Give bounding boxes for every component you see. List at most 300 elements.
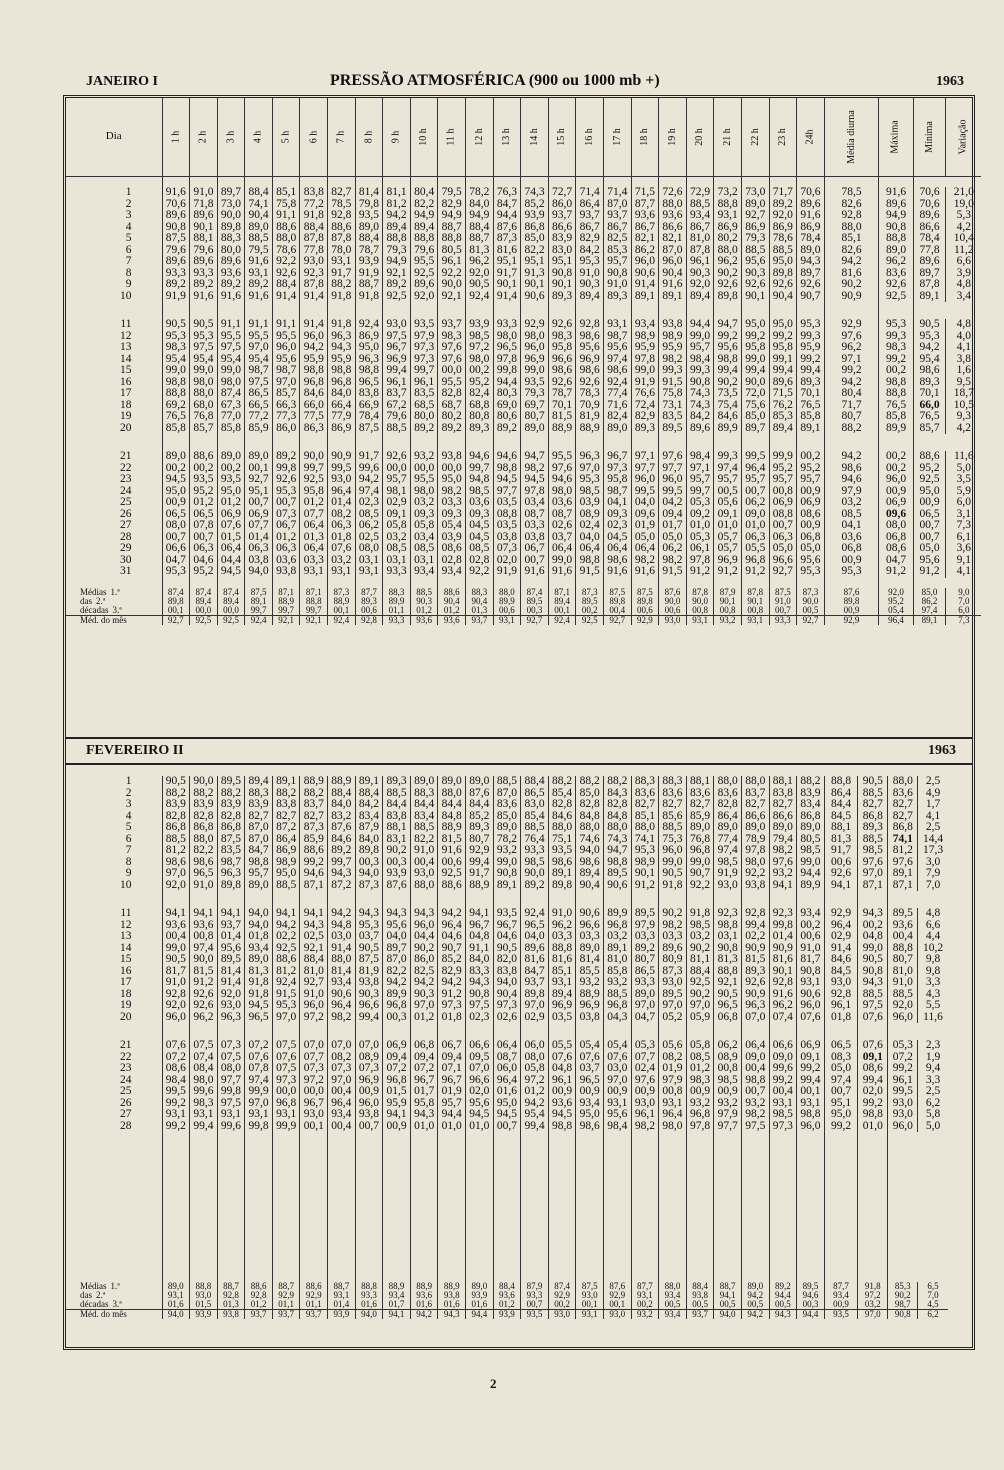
value-cell: 99,7	[300, 463, 328, 475]
value-cell: 73,0	[217, 199, 245, 211]
value-cell: 96,4	[328, 486, 356, 498]
day-cell: 27	[66, 520, 162, 532]
value-cell: 97,4	[714, 845, 742, 857]
column-header	[797, 98, 825, 177]
value-cell: 71,4	[576, 187, 604, 199]
value-cell: 93,0	[217, 1000, 245, 1012]
value-cell: 19,0	[953, 198, 974, 210]
value-cell: 04,6	[190, 555, 218, 567]
value-cell: 97,8	[741, 845, 769, 857]
summary-label: 3.ª	[112, 605, 122, 615]
value-cell: 90,8	[493, 868, 521, 880]
table-row	[66, 1098, 948, 1110]
value-cell: 01,7	[410, 1086, 438, 1098]
summary-cell: 88,6	[438, 588, 466, 597]
value-cell: 07,6	[604, 1052, 632, 1064]
value-cell: 91,2	[631, 880, 659, 892]
value-cell: 14,4	[922, 833, 944, 845]
value-cell: 94,3	[410, 908, 438, 920]
value-cell: 99,2	[797, 354, 825, 366]
value-cell: 88,9	[300, 776, 328, 788]
value-cell: 90,3	[410, 989, 438, 1001]
value-cell: 96,0	[300, 1000, 328, 1012]
value-cell: 05,0	[659, 532, 687, 544]
value-cell: 91,4	[217, 977, 245, 989]
value-cell: 97,8	[493, 354, 521, 366]
summary-cell: 01,2	[245, 1300, 273, 1310]
value-cell: 90,0	[217, 210, 245, 222]
value-cell: 11,2	[953, 244, 974, 256]
summary-cell: 88,6	[300, 1282, 328, 1291]
column-header	[190, 98, 218, 177]
value-cell: 06,2	[714, 1040, 742, 1052]
value-cell: 89,2	[272, 451, 300, 463]
value-cell: 04,3	[604, 1012, 632, 1024]
value-cell: 07,8	[245, 1063, 273, 1075]
value-cell: 07,3	[300, 1063, 328, 1075]
value-cell: 03,2	[410, 497, 438, 509]
value-cell: 89,6	[686, 423, 714, 435]
summary-cell: 94,3	[438, 1310, 466, 1320]
summary-cell: 93,8	[217, 1310, 245, 1320]
value-cell: 89,0	[245, 954, 273, 966]
value-cell: 00,7	[272, 497, 300, 509]
value-cell: 89,4	[410, 222, 438, 234]
value-cell: 99,6	[355, 463, 383, 475]
value-cell: 92,4	[604, 377, 632, 389]
value-cell: 03,7	[355, 931, 383, 943]
value-cell: 93,5	[521, 377, 549, 389]
summary-cell: 92,9	[272, 1291, 300, 1300]
value-cell: 92,6	[190, 1000, 218, 1012]
value-cell: 83,9	[217, 799, 245, 811]
table-row	[66, 1000, 948, 1012]
value-cell: 91,6	[548, 566, 576, 578]
value-cell: 2,5	[925, 776, 941, 787]
value-cell: 04,6	[493, 931, 521, 943]
value-cell: 88,3	[631, 776, 659, 788]
summary-cell: 01,5	[190, 1300, 218, 1310]
value-cell: 06,4	[548, 543, 576, 555]
value-cell: 98,8	[741, 1075, 769, 1087]
value-cell: 11,6	[923, 1011, 943, 1023]
value-cell: 91,6	[631, 566, 659, 578]
value-cell: 98,8	[797, 1109, 825, 1121]
value-cell: 93,6	[190, 920, 218, 932]
column-header	[548, 98, 576, 177]
column-header-label: Média diurna	[845, 110, 857, 165]
value-cell: 80,0	[217, 245, 245, 257]
value-cell: 93,9	[466, 319, 494, 331]
value-cell: 03,3	[521, 520, 549, 532]
value-cell: 00,4	[888, 931, 918, 943]
value-cell: 93,4	[410, 566, 438, 578]
value-cell: 4,8	[956, 279, 972, 290]
value-cell: 93,2	[769, 868, 797, 880]
summary-cell: 00,6	[659, 606, 687, 616]
summary-label: das	[80, 1291, 92, 1300]
value-cell: 94,8	[466, 474, 494, 486]
value-cell: 06,6	[769, 1040, 797, 1052]
value-cell: 07,4	[769, 1012, 797, 1024]
value-cell: 93,1	[769, 1098, 797, 1110]
summary-cell: 93,1	[686, 615, 714, 625]
value-cell: 67,3	[217, 400, 245, 412]
value-cell: 02,3	[604, 520, 632, 532]
value-cell: 79,5	[245, 245, 273, 257]
value-cell: 97,8	[631, 354, 659, 366]
summary-cell: 87,8	[686, 588, 714, 597]
value-cell: 89,1	[604, 943, 632, 955]
value-cell: 90,0	[190, 954, 218, 966]
value-cell: 94,3	[466, 977, 494, 989]
value-cell: 99,5	[659, 486, 687, 498]
value-cell: 83,6	[686, 788, 714, 800]
table-row	[66, 497, 981, 509]
value-cell: 85,2	[438, 954, 466, 966]
value-cell: 4,8	[925, 908, 941, 919]
day-cell: 15	[66, 365, 162, 377]
value-cell: 84,2	[355, 799, 383, 811]
value-cell: 83,6	[879, 268, 913, 280]
value-cell: 00,6	[438, 857, 466, 869]
summary-cell: 01,1	[300, 1300, 328, 1310]
table-row	[66, 788, 948, 800]
value-cell: 08,3	[824, 1052, 858, 1064]
day-cell: 17	[66, 977, 162, 989]
value-cell: 97,0	[521, 1000, 549, 1012]
value-cell: 01,4	[245, 532, 273, 544]
value-cell: 98,0	[659, 1121, 687, 1133]
summary-cell: 93,4	[659, 1291, 687, 1300]
value-cell: 97,0	[245, 342, 273, 354]
summary-cell: 87,3	[797, 588, 825, 597]
summary-row	[66, 597, 981, 606]
value-cell: 97,3	[493, 1000, 521, 1012]
value-cell: 98,5	[858, 845, 888, 857]
value-cell: 89,2	[769, 199, 797, 211]
value-cell: 08,9	[576, 509, 604, 521]
value-cell: 98,6	[576, 857, 604, 869]
summary-label: das	[80, 596, 92, 606]
value-cell: 00,0	[410, 463, 438, 475]
value-cell: 88,6	[438, 880, 466, 892]
value-cell: 06,3	[328, 520, 356, 532]
value-cell: 73,2	[714, 187, 742, 199]
day-cell: 30	[66, 555, 162, 567]
value-cell: 86,6	[769, 811, 797, 823]
value-cell: 78,4	[355, 411, 383, 423]
value-cell: 87,6	[466, 788, 494, 800]
value-cell: 02,6	[493, 1012, 521, 1024]
value-cell: 93,2	[714, 1098, 742, 1110]
value-cell: 05,9	[686, 1012, 714, 1024]
value-cell: 89,5	[217, 954, 245, 966]
value-cell: 98,3	[162, 342, 190, 354]
value-cell: 07,2	[888, 1052, 918, 1064]
summary-cell: 00,0	[217, 606, 245, 616]
value-cell: 00,2	[858, 920, 888, 932]
value-cell: 91,8	[659, 880, 687, 892]
value-cell: 91,2	[438, 989, 466, 1001]
value-cell: 94,0	[245, 566, 273, 578]
day-cell: 20	[66, 1012, 162, 1024]
value-cell: 05,6	[714, 497, 742, 509]
summary-cell: 87,9	[521, 1282, 549, 1291]
value-cell: 94,3	[858, 908, 888, 920]
value-cell: 95,8	[604, 474, 632, 486]
summary-cell: 87,1	[272, 588, 300, 597]
summary-cell: 00,5	[741, 1300, 769, 1310]
value-cell: 07,3	[217, 1040, 245, 1052]
value-cell: 83,0	[548, 245, 576, 257]
value-cell: 89,0	[714, 822, 742, 834]
value-cell: 94,1	[272, 908, 300, 920]
value-cell: 77,8	[300, 245, 328, 257]
value-cell: 90,6	[631, 268, 659, 280]
value-cell: 86,7	[686, 222, 714, 234]
value-cell: 99,5	[162, 1086, 190, 1098]
value-cell: 91,0	[190, 187, 218, 199]
value-cell: 09,3	[410, 509, 438, 521]
value-cell: 83,9	[797, 788, 825, 800]
value-cell: 89,5	[217, 776, 245, 788]
value-cell: 07,6	[272, 1052, 300, 1064]
table-row	[66, 977, 948, 989]
value-cell: 01,0	[438, 1121, 466, 1133]
value-cell: 69,2	[162, 400, 190, 412]
value-cell: 98,6	[576, 331, 604, 343]
value-cell: 97,4	[190, 943, 218, 955]
value-cell: 82,9	[576, 233, 604, 245]
value-cell: 77,0	[217, 411, 245, 423]
value-cell: 92,4	[272, 977, 300, 989]
value-cell: 89,3	[548, 291, 576, 303]
value-cell: 03,1	[714, 931, 742, 943]
value-cell: 95,3	[190, 331, 218, 343]
value-cell: 07,3	[328, 1063, 356, 1075]
summary-cell: 87,4	[162, 588, 190, 597]
day-cell: 3	[66, 210, 162, 222]
summary-cell: 00,3	[797, 1300, 825, 1310]
value-cell: 97,7	[493, 486, 521, 498]
value-cell: 91,1	[245, 319, 273, 331]
value-cell: 00,9	[548, 1086, 576, 1098]
table-row	[66, 1075, 948, 1087]
value-cell: 85,4	[548, 788, 576, 800]
summary-cell: 87,4	[190, 588, 218, 597]
value-cell: 06,2	[355, 520, 383, 532]
value-cell: 06,6	[466, 1040, 494, 1052]
value-cell: 79,6	[383, 411, 411, 423]
value-cell: 96,8	[383, 1000, 411, 1012]
value-cell: 95,5	[410, 474, 438, 486]
value-cell: 97,2	[521, 1075, 549, 1087]
value-cell: 84,4	[410, 799, 438, 811]
day-cell: 31	[66, 566, 162, 578]
summary-cell: 00,2	[631, 1300, 659, 1310]
value-cell: 94,1	[190, 908, 218, 920]
value-cell: 5,5	[925, 1000, 941, 1011]
value-cell: 01,0	[686, 520, 714, 532]
value-cell: 89,7	[217, 187, 245, 199]
day-cell: 5	[66, 822, 162, 834]
value-cell: 95,6	[741, 256, 769, 268]
value-cell: 91,2	[913, 566, 946, 578]
value-cell: 83,8	[272, 799, 300, 811]
value-cell: 96,0	[888, 1121, 918, 1133]
value-cell: 96,0	[631, 474, 659, 486]
value-cell: 07,0	[355, 1040, 383, 1052]
value-cell: 98,7	[245, 365, 273, 377]
value-cell: 7,9	[925, 868, 941, 879]
value-cell: 95,8	[548, 342, 576, 354]
value-cell: 88,0	[190, 834, 218, 846]
value-cell: 93,0	[824, 977, 858, 989]
table-row	[66, 423, 981, 435]
value-cell: 96,1	[686, 256, 714, 268]
value-cell: 95,7	[383, 474, 411, 486]
summary-cell: 92,5	[217, 615, 245, 625]
value-cell: 74,1	[888, 834, 918, 846]
value-cell: 70,6	[162, 199, 190, 211]
value-cell: 91,9	[714, 868, 742, 880]
column-header	[686, 98, 714, 177]
summary-cell: 94,2	[410, 1310, 438, 1320]
value-cell: 96,0	[162, 1012, 190, 1024]
value-cell: 99,6	[190, 1086, 218, 1098]
table-row	[66, 1121, 948, 1133]
value-cell: 05,7	[714, 543, 742, 555]
value-cell: 89,1	[888, 868, 918, 880]
value-cell: 80,7	[466, 834, 494, 846]
value-cell: 08,0	[217, 1063, 245, 1075]
value-cell: 95,9	[659, 342, 687, 354]
value-cell: 89,6	[659, 943, 687, 955]
value-cell: 89,4	[245, 776, 273, 788]
value-cell: 92,6	[879, 279, 913, 291]
summary-cell: 89,3	[355, 597, 383, 606]
value-cell: 80,4	[824, 388, 879, 400]
value-cell: 79,3	[521, 388, 549, 400]
value-cell: 89,6	[797, 199, 825, 211]
value-cell: 96,6	[576, 920, 604, 932]
value-cell: 99,2	[741, 331, 769, 343]
value-cell: 06,0	[521, 1040, 549, 1052]
value-cell: 96,4	[493, 1075, 521, 1087]
value-cell: 95,6	[604, 1109, 632, 1121]
value-cell: 07,3	[355, 1063, 383, 1075]
value-cell: 81,5	[438, 834, 466, 846]
day-cell: 12	[66, 920, 162, 932]
value-cell: 90,5	[714, 989, 742, 1001]
value-cell: 88,8	[824, 776, 858, 788]
value-cell: 01,8	[328, 532, 356, 544]
value-cell: 07,5	[217, 1052, 245, 1064]
value-cell: 83,9	[162, 799, 190, 811]
value-cell: 85,5	[576, 966, 604, 978]
summary-cell: 86,2	[913, 597, 946, 606]
value-cell: 88,7	[438, 222, 466, 234]
february-year: 1963	[928, 743, 956, 758]
value-cell: 94,2	[824, 451, 879, 463]
value-cell: 86,0	[272, 423, 300, 435]
year-header: 1963	[936, 74, 964, 89]
summary-cell: 85,0	[913, 588, 946, 597]
value-cell: 6,1	[956, 531, 972, 543]
value-cell: 88,0	[410, 880, 438, 892]
value-cell: 87,1	[300, 880, 328, 892]
value-cell: 88,5	[858, 989, 888, 1001]
value-cell: 03,8	[576, 1012, 604, 1024]
value-cell: 95,1	[521, 256, 549, 268]
value-cell: 91,6	[659, 279, 687, 291]
value-cell: 92,0	[162, 880, 190, 892]
value-cell: 88,4	[245, 187, 273, 199]
day-cell: 5	[66, 233, 162, 245]
value-cell: 03,3	[438, 497, 466, 509]
summary-cell: 93,5	[521, 1310, 549, 1320]
value-cell: 88,8	[879, 388, 913, 400]
value-cell: 96,7	[383, 342, 411, 354]
value-cell: 99,0	[686, 331, 714, 343]
value-cell: 92,9	[521, 319, 549, 331]
value-cell: 85,0	[493, 811, 521, 823]
day-cell: 13	[66, 342, 162, 354]
value-cell: 85,7	[913, 423, 946, 435]
value-cell: 93,1	[300, 566, 328, 578]
value-cell: 02,4	[576, 520, 604, 532]
value-cell: 96,1	[410, 377, 438, 389]
value-cell: 90,8	[879, 222, 913, 234]
value-cell: 06,4	[300, 543, 328, 555]
value-cell: 78,2	[493, 834, 521, 846]
value-cell: 88,0	[548, 822, 576, 834]
value-cell: 88,2	[217, 788, 245, 800]
value-cell: 89,2	[245, 279, 273, 291]
value-cell: 87,5	[355, 423, 383, 435]
value-cell: 88,7	[355, 279, 383, 291]
value-cell: 88,0	[328, 954, 356, 966]
value-cell: 93,4	[328, 977, 356, 989]
table-row	[66, 834, 948, 846]
value-cell: 09,1	[383, 509, 411, 521]
value-cell: 81,2	[162, 845, 190, 857]
value-cell: 92,7	[741, 210, 769, 222]
value-cell: 95,2	[769, 463, 797, 475]
value-cell: 82,7	[272, 811, 300, 823]
month-header: JANEIRO I	[86, 74, 158, 89]
value-cell: 03,6	[466, 497, 494, 509]
value-cell: 89,1	[797, 423, 825, 435]
value-cell: 94,3	[300, 920, 328, 932]
table-row	[66, 1040, 948, 1052]
value-cell: 95,3	[879, 319, 913, 331]
value-cell: 78,7	[548, 388, 576, 400]
value-cell: 86,4	[576, 199, 604, 211]
value-cell: 94,2	[272, 920, 300, 932]
summary-cell: 87,7	[631, 1282, 659, 1291]
value-cell: 90,1	[521, 279, 549, 291]
summary-cell: 00,5	[714, 1300, 742, 1310]
value-cell: 83,5	[659, 411, 687, 423]
table-row	[66, 868, 948, 880]
value-cell: 96,9	[548, 1000, 576, 1012]
value-cell: 01,8	[245, 931, 273, 943]
value-cell: 83,8	[493, 966, 521, 978]
value-cell: 00,0	[300, 1086, 328, 1098]
summary-cell: 00,9	[824, 1300, 858, 1310]
